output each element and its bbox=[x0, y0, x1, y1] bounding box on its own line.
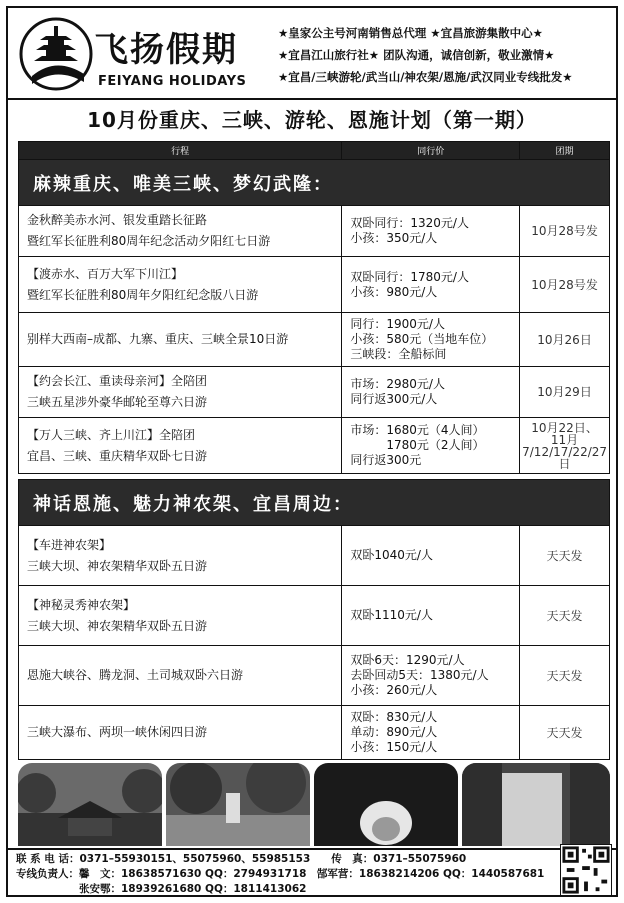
slogan-line: ★皇家公主号河南销售总代理 ★宜昌旅游集散中心★ bbox=[278, 26, 543, 40]
table-row bbox=[19, 526, 610, 586]
price-line: 小孩：580元（当地车位） bbox=[350, 332, 494, 346]
route-cell bbox=[19, 586, 342, 646]
price-line: 市场：2980元/人 bbox=[350, 377, 445, 391]
footer bbox=[8, 848, 616, 897]
price-line: 小孩：260元/人 bbox=[350, 683, 438, 697]
price-line: 双卧同行：1320元/人 bbox=[350, 216, 469, 230]
route-line: 三峡大瀑布、两坝一峡休闲四日游 bbox=[27, 725, 208, 739]
date-cell bbox=[520, 313, 610, 367]
photo-village-icon bbox=[18, 763, 162, 846]
route-line: 【渡赤水、百万大军下川江】 bbox=[27, 266, 184, 281]
photo-waterfall-icon bbox=[462, 763, 610, 846]
date-line: 10月29日 bbox=[537, 385, 592, 399]
table-row bbox=[19, 706, 610, 760]
date-cell bbox=[520, 367, 610, 418]
column-header-route: 行程 bbox=[19, 142, 342, 160]
price-cell bbox=[342, 526, 520, 586]
section-title: 麻辣重庆、唯美三峡、梦幻武隆： bbox=[19, 160, 610, 206]
tour-table bbox=[18, 141, 610, 760]
route-cell bbox=[19, 706, 342, 760]
price-cell bbox=[342, 367, 520, 418]
route-line: 暨红军长征胜利80周年纪念活动夕阳红七日游 bbox=[27, 234, 271, 248]
plan-title: 10月份重庆、三峡、游轮、恩施计划（第一期） bbox=[87, 108, 537, 132]
brand-name-cn: 飞扬假期 bbox=[94, 30, 238, 70]
date-line: 10月22日、 bbox=[531, 420, 598, 435]
date-line: 天天发 bbox=[546, 668, 583, 683]
route-line: 三峡大坝、神农架精华双卧五日游 bbox=[27, 558, 208, 573]
contact-person-line: 张安鄂：18939261680 QQ：1811413062 bbox=[16, 883, 307, 895]
photo-cave-icon bbox=[314, 763, 458, 846]
route-cell bbox=[19, 367, 342, 418]
route-cell bbox=[19, 257, 342, 313]
route-line: 【神秘灵秀神农架】 bbox=[27, 597, 136, 612]
date-cell bbox=[520, 646, 610, 706]
date-cell bbox=[520, 418, 610, 474]
route-cell bbox=[19, 313, 342, 367]
table-row bbox=[19, 586, 610, 646]
price-line: 小孩：350元/人 bbox=[350, 231, 438, 245]
date-line: 天天发 bbox=[546, 548, 583, 563]
table-row bbox=[19, 418, 610, 474]
date-cell bbox=[520, 586, 610, 646]
route-line: 【车进神农架】 bbox=[27, 537, 112, 552]
route-line: 宜昌、三峡、重庆精华双卧七日游 bbox=[27, 448, 208, 463]
table-header-row bbox=[19, 142, 610, 160]
price-line: 同行返300元/人 bbox=[350, 392, 438, 406]
price-line: 双卧1040元/人 bbox=[350, 548, 433, 562]
scenery-photos bbox=[18, 763, 610, 846]
column-header-date: 团期 bbox=[520, 142, 610, 160]
price-line: 市场：1680元（4人间） bbox=[350, 423, 485, 437]
route-cell bbox=[19, 646, 342, 706]
brand-name-en: FEIYANG HOLIDAYS bbox=[98, 74, 247, 89]
route-line: 恩施大峡谷、腾龙洞、土司城双卧六日游 bbox=[27, 668, 244, 682]
price-cell bbox=[342, 706, 520, 760]
date-line: 10月26日 bbox=[537, 332, 592, 347]
qr-code-icon bbox=[560, 844, 612, 896]
section-title: 神话恩施、魅力神农架、宜昌周边： bbox=[19, 480, 610, 526]
price-line: 双卧同行：1780元/人 bbox=[350, 269, 469, 284]
flyer-page bbox=[6, 6, 618, 897]
date-cell bbox=[520, 526, 610, 586]
route-line: 别样大西南–成都、九寨、重庆、三峡全景10日游 bbox=[27, 332, 289, 346]
price-line: 1780元（2人间） bbox=[350, 438, 485, 452]
slogans bbox=[278, 22, 614, 88]
contact-info bbox=[16, 852, 556, 897]
date-cell bbox=[520, 706, 610, 760]
price-cell bbox=[342, 206, 520, 257]
date-line: 10月28号发 bbox=[531, 277, 598, 292]
route-cell bbox=[19, 206, 342, 257]
table-row bbox=[19, 206, 610, 257]
route-line: 【约会长江、重读母亲河】全陪团 bbox=[27, 374, 208, 388]
header bbox=[8, 8, 616, 100]
date-cell bbox=[520, 206, 610, 257]
table-row bbox=[19, 367, 610, 418]
price-line: 同行：1900元/人 bbox=[350, 317, 445, 331]
price-line: 小孩：150元/人 bbox=[350, 740, 438, 754]
photo-river-icon bbox=[166, 763, 310, 846]
price-line: 小孩：980元/人 bbox=[350, 284, 438, 299]
date-line: 11月7/12/17/22/27日 bbox=[522, 432, 608, 471]
route-line: 三峡大坝、神农架精华双卧五日游 bbox=[27, 618, 208, 633]
price-line: 三峡段：全船标间 bbox=[350, 347, 447, 361]
slogan-line: ★宜昌/三峡游轮/武当山/神农架/恩施/武汉同业专线批发★ bbox=[278, 70, 573, 84]
price-line: 去卧回动5天：1380元/人 bbox=[350, 668, 489, 682]
price-line: 同行返300元 bbox=[350, 453, 422, 467]
date-line: 10月28号发 bbox=[531, 224, 598, 238]
date-line: 天天发 bbox=[546, 608, 583, 623]
route-line: 三峡五星涉外豪华邮轮至尊六日游 bbox=[27, 395, 208, 409]
date-cell bbox=[520, 257, 610, 313]
price-cell bbox=[342, 313, 520, 367]
price-cell bbox=[342, 646, 520, 706]
route-line: 金秋醉美赤水河、银发重踏长征路 bbox=[27, 213, 208, 227]
price-line: 双卧1110元/人 bbox=[350, 608, 433, 622]
route-cell bbox=[19, 418, 342, 474]
price-cell bbox=[342, 257, 520, 313]
route-line: 【万人三峡、齐上川江】全陪团 bbox=[27, 427, 196, 442]
price-cell bbox=[342, 586, 520, 646]
pagoda-logo-icon bbox=[18, 16, 94, 92]
slogan-line: ★宜昌江山旅行社★ 团队沟通，诚信创新，敬业激情★ bbox=[278, 48, 555, 62]
route-cell bbox=[19, 526, 342, 586]
table-row bbox=[19, 313, 610, 367]
column-header-price: 同行价 bbox=[342, 142, 520, 160]
route-line: 暨红军长征胜利80周年夕阳红纪念版八日游 bbox=[27, 287, 259, 302]
date-line: 天天发 bbox=[546, 725, 583, 740]
table-body bbox=[19, 160, 610, 760]
section-header-row bbox=[19, 160, 610, 206]
price-line: 双卧6天：1290元/人 bbox=[350, 653, 465, 667]
table-row bbox=[19, 257, 610, 313]
price-line: 双卧：830元/人 bbox=[350, 710, 438, 724]
contact-phone-line: 联 系 电 话：0371–55930151、55075960、55985153 传 真：0371–55075960 bbox=[16, 853, 467, 865]
section-header-row bbox=[19, 480, 610, 526]
price-line: 单动：890元/人 bbox=[350, 725, 438, 739]
contact-person-line: 专线负责人：馨 文：18638571630 QQ：2794931718 郜军营：18638214206 QQ：1440587681 bbox=[16, 868, 545, 880]
price-cell bbox=[342, 418, 520, 474]
table-row bbox=[19, 646, 610, 706]
